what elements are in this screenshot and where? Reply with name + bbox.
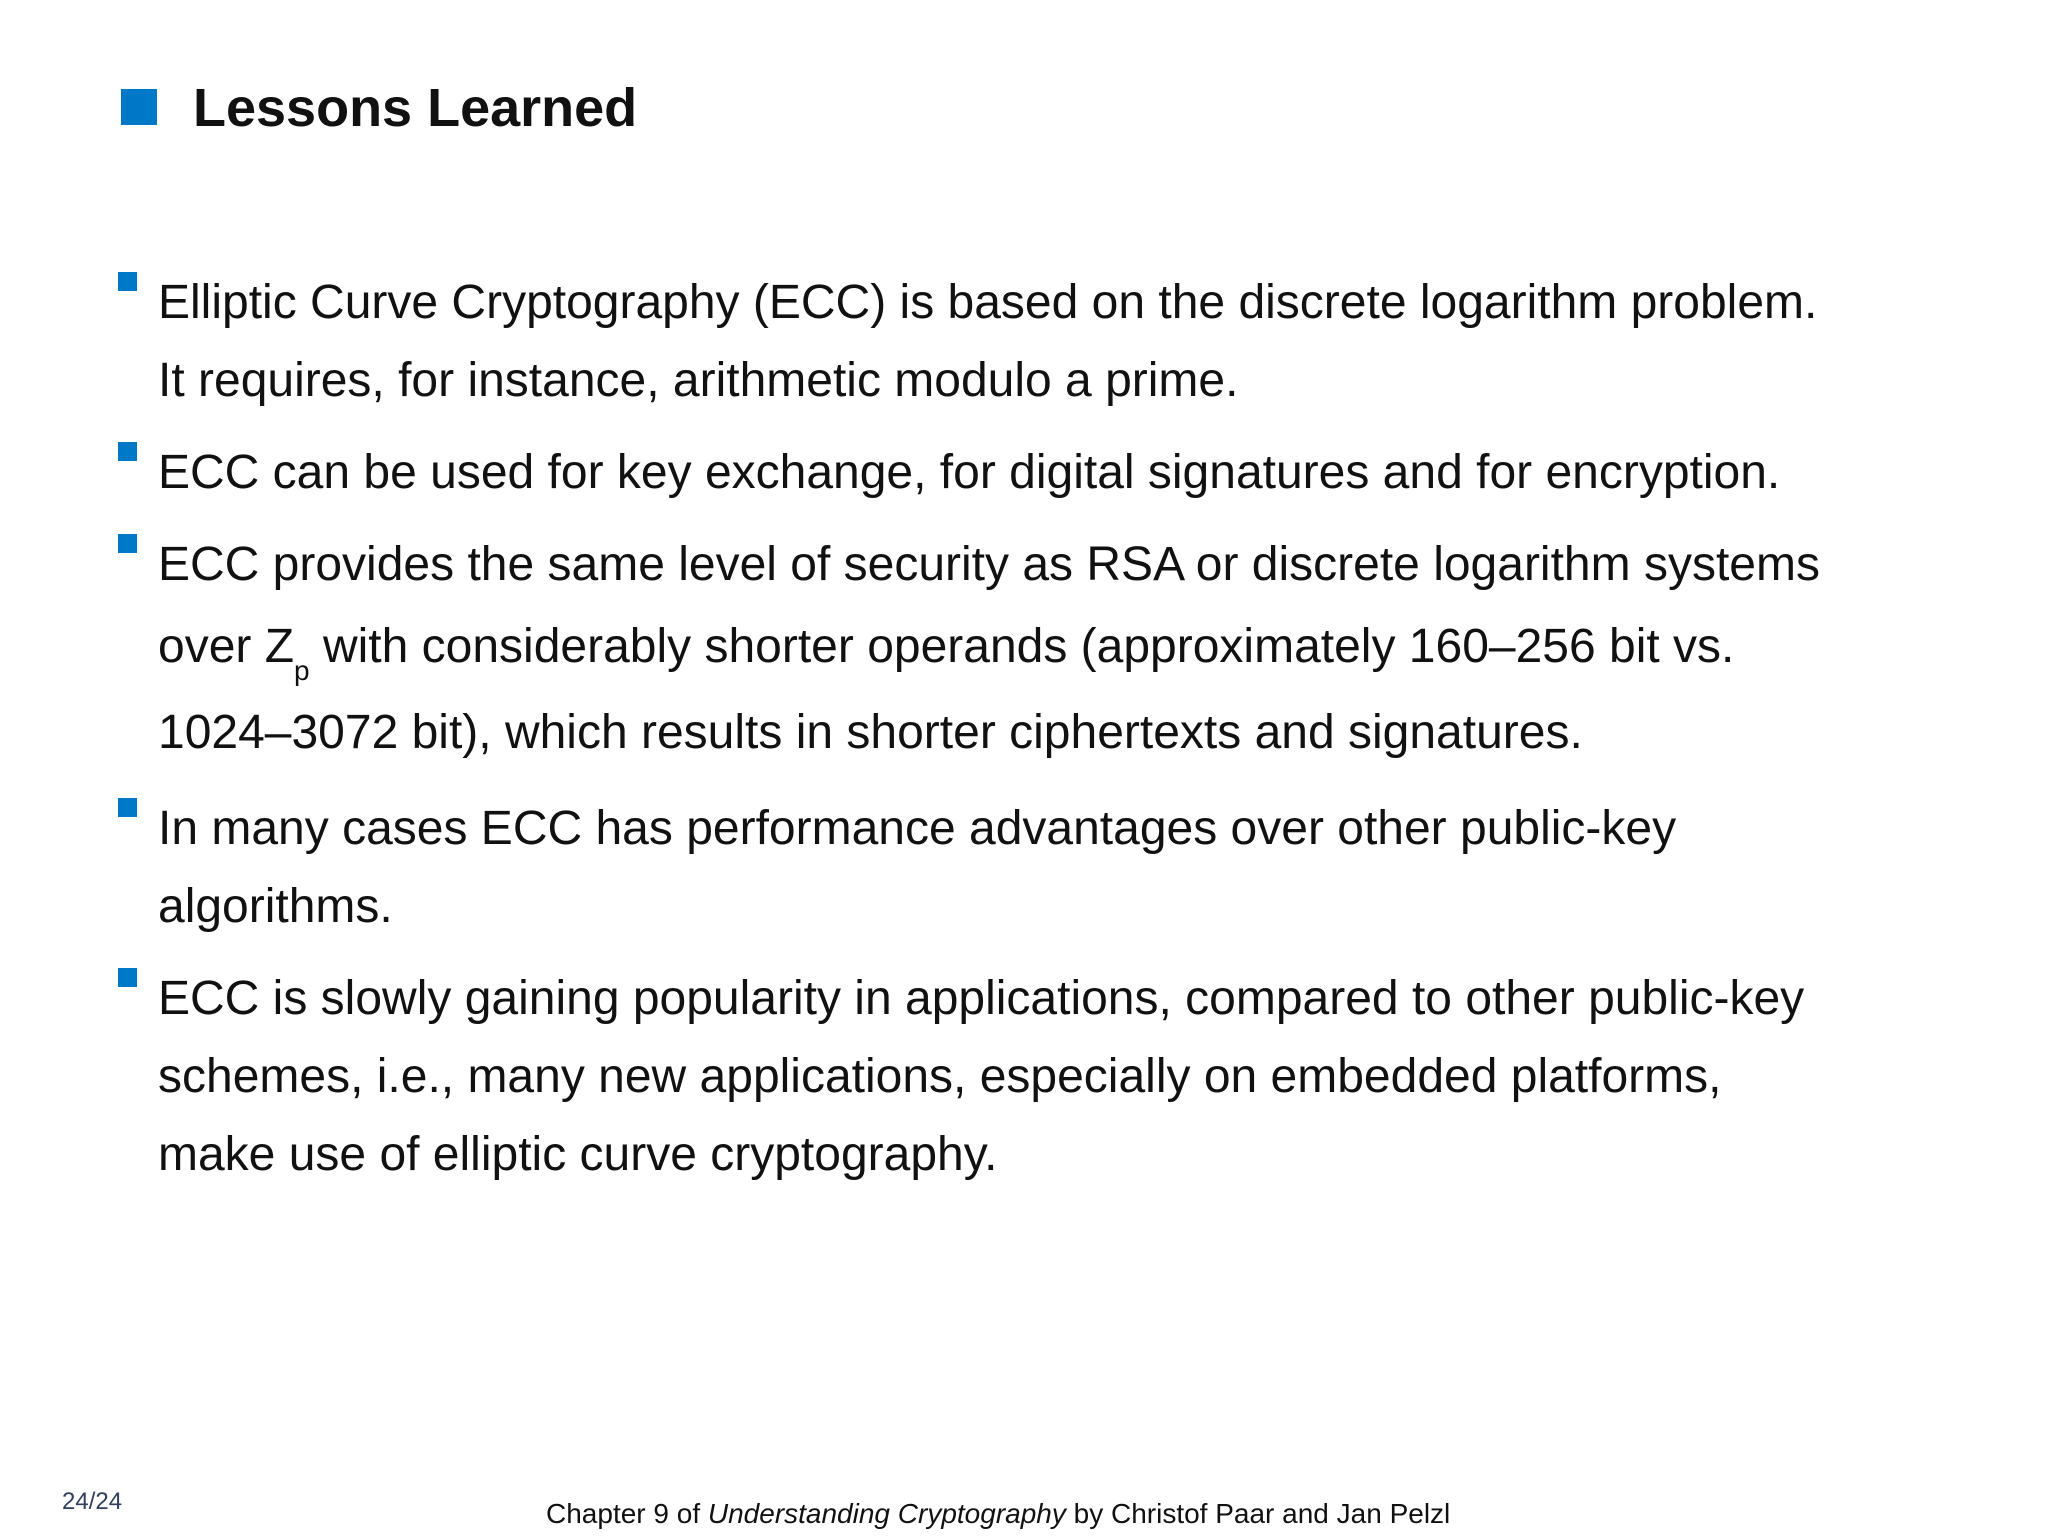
bullet-line-prefix: over Z xyxy=(158,620,295,673)
bullet-ecc-popularity xyxy=(118,960,1998,1194)
page-number: 24/24 xyxy=(62,1488,123,1515)
bullet-line: It requires, for instance, arithmetic modulo a prime. xyxy=(158,354,1239,407)
bullet-ecc-uses xyxy=(118,434,1998,512)
bullet-ecc-discrete-log xyxy=(118,264,1998,420)
bullet-square-icon xyxy=(118,272,137,291)
bullet-line: schemes, i.e., many new applications, especially on embedded platforms, xyxy=(158,1050,1722,1103)
bullet-text xyxy=(158,264,1998,420)
bullet-text xyxy=(158,790,1998,946)
bullet-square-icon xyxy=(118,798,137,817)
footer-suffix: by Christof Paar and Jan Pelzl xyxy=(1065,1498,1451,1529)
bullet-square-icon xyxy=(118,442,137,461)
bullet-line: Elliptic Curve Cryptography (ECC) is based on the discrete logarithm problem. xyxy=(158,276,1818,329)
bullet-ecc-performance xyxy=(118,790,1998,946)
footer-book-title: Understanding Cryptography xyxy=(707,1498,1066,1529)
bullet-line: ECC can be used for key exchange, for digital signatures and for encryption. xyxy=(158,446,1781,499)
bullet-line: make use of elliptic curve cryptography. xyxy=(158,1128,998,1181)
bullet-text xyxy=(158,526,1998,776)
bullet-line: ECC is slowly gaining popularity in applications, compared to other public-key xyxy=(158,972,1805,1025)
bullet-line: 1024–3072 bit), which results in shorter ciphertexts and signatures. xyxy=(158,706,1583,759)
title-square-icon xyxy=(121,89,157,125)
bullet-square-icon xyxy=(118,968,137,987)
bullet-square-icon xyxy=(118,534,137,553)
bullet-line: algorithms. xyxy=(158,880,393,933)
slide-title: Lessons Learned xyxy=(193,78,638,138)
prime-subscript: p xyxy=(294,655,310,686)
bullet-text xyxy=(158,960,1998,1194)
bullet-line-with-subscript xyxy=(158,604,1998,690)
bullet-line: ECC provides the same level of security as RSA or discrete logarithm systems xyxy=(158,538,1820,591)
bullet-text xyxy=(158,434,1998,512)
footer-citation xyxy=(546,1497,1450,1531)
footer-prefix: Chapter 9 of xyxy=(546,1498,708,1529)
bullet-line-suffix: with considerably shorter operands (approximately 160–256 bit vs. xyxy=(309,620,1735,673)
bullet-line: In many cases ECC has performance advantages over other public-key xyxy=(158,802,1677,855)
bullet-ecc-security-level xyxy=(118,526,1998,776)
bullet-list xyxy=(118,264,1998,1208)
